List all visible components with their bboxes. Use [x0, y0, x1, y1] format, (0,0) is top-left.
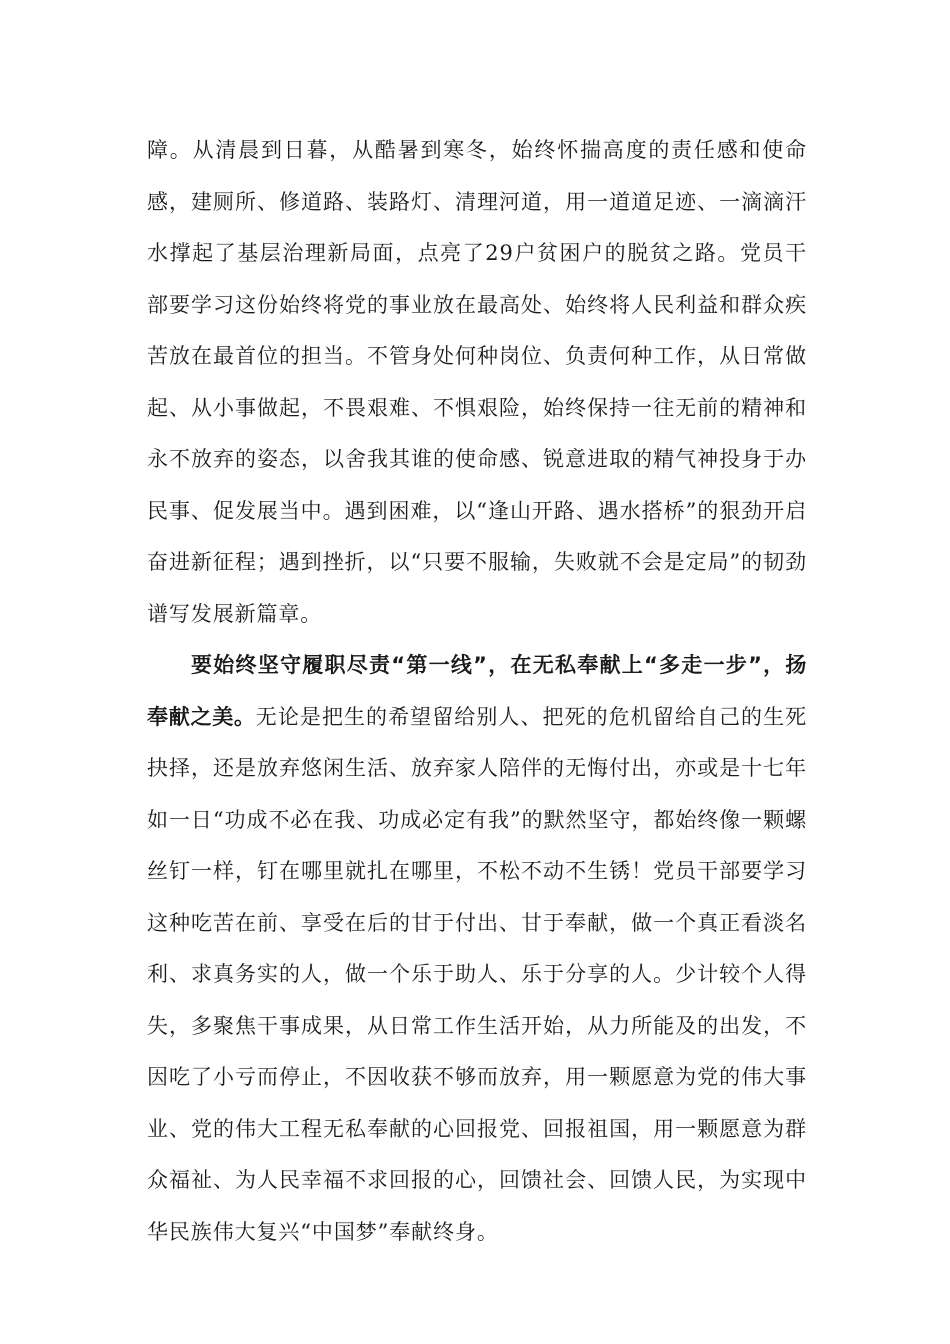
paragraph-continuation: [147, 125, 807, 640]
paragraph-section: [147, 640, 807, 1258]
document-body: [147, 125, 807, 1258]
section-body-text: 无论是把生的希望留给别人、把死的危机留给自己的生死抉择，还是放弃悠闲生活、放弃家人陪伴的无悔付出，亦或是十七年如一日“功成不必在我、功成必定有我”的默然坚守，都始终像一颗螺丝钉一样，钉在哪里就扎在哪里，不松不动不生锈！党员干部要学习这种吃苦在前、享受在后的甘于付出、甘于奉献，做一个真正看淡名利、求真务实的人，做一个乐于助人、乐于分享的人。少计较个人得失，多聚焦干事成果，从日常工作生活开始，从力所能及的出发，不因吃了小亏而停止，不因收获不够而放弃，用一颗愿意为党的伟大事业、党的伟大工程无私奉献的心回报党、回报祖国，用一颗愿意为群众福祉、为人民幸福不求回报的心，回馈社会、回馈人民，为实现中华民族伟大复兴“中国梦”奉献终身。: [147, 704, 808, 1244]
section-lead-heading: 要始终坚守履职尽责“第一线”，在无私奉献上“多走一步”，扬奉献之美。: [147, 653, 807, 729]
paragraph-continuation-text: 障。从清晨到日暮，从酷暑到寒冬，始终怀揣高度的责任感和使命感，建厕所、修道路、装路灯、清理河道，用一道道足迹、一滴滴汗水撑起了基层治理新局面，点亮了29户贫困户的脱贫之路。党员干部要学习这份始终将党的事业放在最高处、始终将人民利益和群众疾苦放在最首位的担当。不管身处何种岗位、负责何种工作，从日常做起、从小事做起，不畏艰难、不惧艰险，始终保持一往无前的精神和永不放弃的姿态，以舍我其谁的使命感、锐意进取的精气神投身于办民事、促发展当中。遇到困难，以“逢山开路、遇水搭桥”的狠劲开启奋进新征程；遇到挫折，以“只要不服输，失败就不会是定局”的韧劲谱写发展新篇章。: [147, 138, 807, 626]
